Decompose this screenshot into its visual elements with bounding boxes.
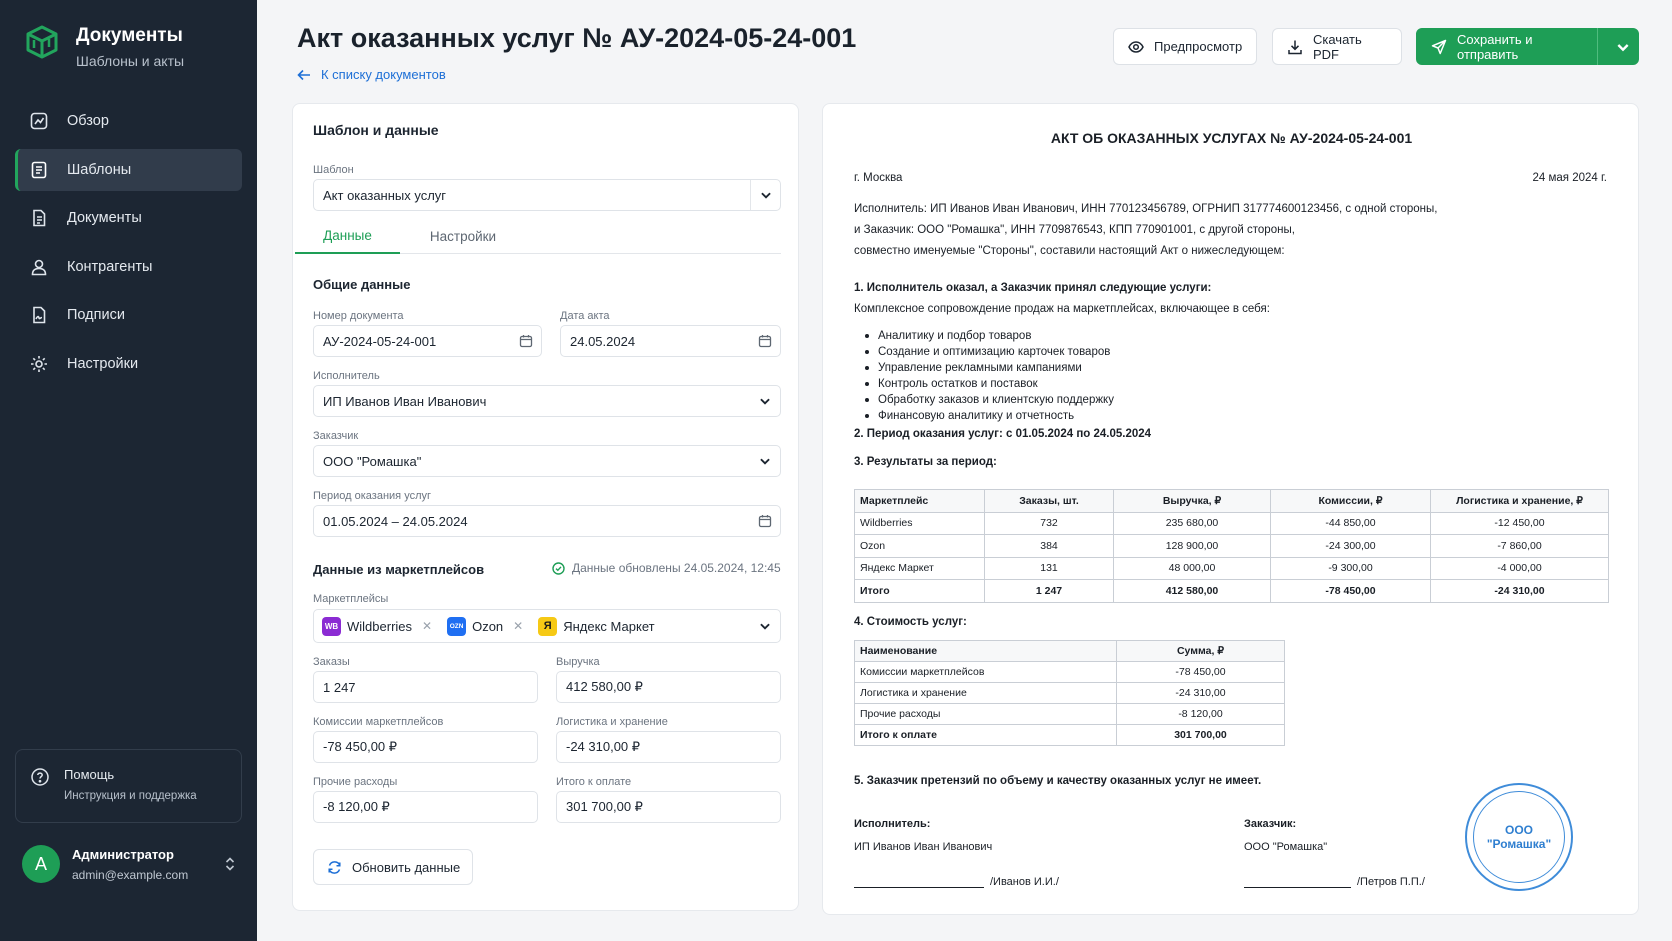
- commission-value: -78 450,00 ₽: [323, 739, 398, 754]
- table-cell: -7 860,00: [1431, 535, 1609, 558]
- table-cell: 412 580,00: [1114, 580, 1271, 603]
- customer-select-toggle[interactable]: [750, 446, 780, 476]
- document-section-1: 1. Исполнитель оказал, а Заказчик принял следующие услуги:: [854, 282, 1212, 294]
- document-city: г. Москва: [854, 172, 903, 184]
- help-title: Помощь: [64, 767, 115, 782]
- refresh-icon: [327, 860, 342, 875]
- app-title: Документы: [76, 25, 183, 46]
- list-item: Финансовую аналитику и отчетность: [854, 408, 1114, 424]
- help-card[interactable]: [15, 749, 242, 823]
- customer-signature-name: ООО "Ромашка": [1244, 841, 1328, 853]
- stamp-text: "Ромашка": [1486, 837, 1552, 851]
- brand: [22, 22, 184, 69]
- period-value: 01.05.2024 – 24.05.2024: [323, 513, 468, 529]
- calendar-icon: [758, 334, 772, 348]
- send-icon: [1431, 39, 1447, 55]
- sidebar-item-overview[interactable]: [15, 100, 242, 142]
- document-section-5: 5. Заказчик претензий по объему и качеству оказанных услуг не имеет.: [854, 775, 1262, 787]
- chevron-down-icon: [1615, 39, 1631, 55]
- download-pdf-label: Скачать PDF: [1313, 31, 1362, 62]
- table-header: Комиссии, ₽: [1271, 490, 1431, 513]
- logo-icon: [22, 22, 62, 62]
- doc-number-label: Номер документа: [313, 310, 404, 322]
- yandex-market-logo-icon: Я: [538, 617, 557, 636]
- template-select-value: Акт оказанных услуг: [323, 187, 447, 203]
- chip-wildberries: [322, 617, 432, 636]
- gear-icon: [29, 354, 49, 374]
- revenue-field[interactable]: [556, 671, 781, 703]
- list-item: Аналитику и подбор товаров: [854, 328, 1114, 344]
- table-cell: 1 247: [985, 580, 1114, 603]
- chip-label: Яндекс Маркет: [563, 618, 655, 634]
- sidebar-item-label: Шаблоны: [67, 161, 132, 178]
- general-data-title: Общие данные: [313, 277, 411, 292]
- table-row: [855, 512, 1609, 535]
- table-cell: -44 850,00: [1271, 512, 1431, 535]
- marketplaces-data-title: Данные из маркетплейсов: [313, 562, 485, 577]
- sidebar-item-signatures[interactable]: [15, 294, 242, 336]
- sidebar-item-label: Контрагенты: [67, 258, 153, 275]
- table-cell: -78 450,00: [1271, 580, 1431, 603]
- logistics-value: -24 310,00 ₽: [566, 739, 641, 754]
- template-icon: [29, 160, 49, 180]
- table-cell: Логистика и хранение: [855, 683, 1117, 704]
- dashboard-icon: [29, 111, 49, 131]
- document-icon: [29, 208, 49, 228]
- panel-title: Шаблон и данные: [313, 122, 439, 138]
- table-header: Маркетплейс: [855, 490, 985, 513]
- eye-icon: [1128, 39, 1144, 55]
- executor-value: ИП Иванов Иван Иванович: [323, 393, 487, 409]
- total-label: Итого к оплате: [556, 776, 632, 788]
- executor-initials: /Иванов И.И./: [990, 876, 1059, 888]
- document-preview: [822, 103, 1639, 915]
- table-cell: Итого: [855, 580, 985, 603]
- table-row: [855, 683, 1285, 704]
- table-row: [855, 535, 1609, 558]
- calendar-icon: [758, 514, 772, 528]
- sidebar-item-settings[interactable]: [15, 343, 242, 385]
- signature-line: [1244, 876, 1351, 888]
- template-select[interactable]: [313, 179, 781, 211]
- sidebar-item-label: Документы: [67, 210, 142, 226]
- table-cell: 131: [985, 557, 1114, 580]
- save-options-dropdown[interactable]: [1608, 39, 1638, 55]
- table-cell: Комиссии маркетплейсов: [855, 662, 1117, 683]
- executor-signature-label: Исполнитель:: [854, 818, 931, 830]
- document-title: АКТ ОБ ОКАЗАННЫХ УСЛУГАХ № АУ-2024-05-24-001: [1050, 130, 1413, 146]
- chip-ozon: [447, 617, 523, 636]
- document-intro-2: и Заказчик: ООО "Ромашка", ИНН 7709876543, КПП 770901001, с другой стороны,: [854, 224, 1295, 236]
- table-header-row: [855, 641, 1285, 662]
- app-subtitle: Шаблоны и акты: [76, 53, 185, 69]
- chevron-down-icon: [758, 619, 772, 633]
- signature-line: [854, 876, 984, 888]
- executor-signature-name: ИП Иванов Иван Иванович: [854, 841, 993, 853]
- table-cell: -24 310,00: [1117, 683, 1285, 704]
- marketplaces-select-toggle[interactable]: [750, 619, 780, 633]
- refresh-data-label: Обновить данные: [352, 859, 461, 875]
- other-expenses-field[interactable]: [313, 791, 538, 823]
- table-header: Заказы, шт.: [985, 490, 1114, 513]
- user-email: admin@example.com: [72, 867, 189, 882]
- chip-yandex-market: [538, 617, 654, 636]
- ozon-logo-icon: OZN: [447, 617, 466, 636]
- table-cell: Итого к оплате: [855, 725, 1117, 746]
- table-cell: 235 680,00: [1114, 512, 1271, 535]
- download-icon: [1287, 39, 1303, 55]
- table-cell: -24 310,00: [1431, 580, 1609, 603]
- chevron-up-down-icon[interactable]: [223, 856, 237, 872]
- sidebar-item-counterparties[interactable]: [15, 246, 242, 288]
- list-item: Создание и оптимизацию карточек товаров: [854, 344, 1114, 360]
- document-section-2: 2. Период оказания услуг: с 01.05.2024 по 24.05.2024: [854, 428, 1152, 440]
- executor-select[interactable]: [313, 385, 781, 417]
- cost-table: [854, 640, 1285, 746]
- document-intro-3: совместно именуемые "Стороны", составили настоящий Акт о нижеследующем:: [854, 245, 1285, 257]
- sidebar-item-label: Обзор: [67, 113, 109, 129]
- period-label: Период оказания услуг: [313, 490, 432, 502]
- customer-signature-label: Заказчик:: [1244, 818, 1297, 830]
- total-field[interactable]: [556, 791, 781, 823]
- document-section-3: 3. Результаты за период:: [854, 456, 997, 468]
- table-cell: Яндекс Маркет: [855, 557, 985, 580]
- page-title: Акт оказанных услуг № АУ-2024-05-24-001: [297, 23, 857, 53]
- revenue-value: 412 580,00 ₽: [566, 679, 643, 694]
- marketplaces-multiselect[interactable]: [313, 609, 781, 643]
- help-icon: [30, 767, 50, 787]
- document-section-4: 4. Стоимость услуг:: [854, 616, 967, 628]
- other-expenses-label: Прочие расходы: [313, 776, 398, 788]
- customer-select[interactable]: [313, 445, 781, 477]
- sidebar-item-label: Настройки: [67, 355, 139, 372]
- customer-signature-line: [1244, 876, 1425, 888]
- sidebar-item-label: Подписи: [67, 307, 125, 323]
- template-select-toggle[interactable]: [750, 180, 780, 210]
- form-tabs: [295, 218, 781, 254]
- logistics-label: Логистика и хранение: [556, 716, 668, 728]
- wildberries-logo-icon: WB: [322, 617, 341, 636]
- table-header: Сумма, ₽: [1117, 641, 1285, 662]
- sidebar-nav: [15, 100, 242, 391]
- date-field[interactable]: [560, 325, 781, 357]
- table-cell: Ozon: [855, 535, 985, 558]
- results-table: [854, 489, 1609, 603]
- date-label: Дата акта: [560, 310, 610, 322]
- executor-select-toggle[interactable]: [750, 386, 780, 416]
- services-list: [854, 328, 1114, 424]
- doc-number-calendar-button[interactable]: [511, 326, 541, 356]
- logistics-field[interactable]: [556, 731, 781, 763]
- avatar: А: [22, 845, 60, 883]
- refresh-data-button[interactable]: [313, 849, 473, 885]
- document-date: 24 мая 2024 г.: [1532, 172, 1607, 184]
- template-label: Шаблон: [313, 164, 354, 176]
- help-subtitle: Инструкция и поддержка: [64, 790, 197, 802]
- user-name: Администратор: [72, 846, 174, 862]
- customer-label: Заказчик: [313, 430, 359, 442]
- stamp-inner-ring: [1473, 791, 1565, 883]
- users-icon: [29, 257, 49, 277]
- orders-label: Заказы: [313, 656, 350, 668]
- remove-chip-icon[interactable]: ✕: [422, 619, 433, 633]
- tab-settings[interactable]: Настройки: [429, 228, 497, 244]
- tab-data[interactable]: Данные: [295, 218, 400, 254]
- table-header: Логистика и хранение, ₽: [1431, 490, 1609, 513]
- revenue-label: Выручка: [556, 656, 600, 668]
- period-field[interactable]: [313, 505, 781, 537]
- orders-value: 1 247: [323, 679, 356, 695]
- doc-number-field[interactable]: [313, 325, 542, 357]
- remove-chip-icon[interactable]: ✕: [513, 619, 524, 633]
- signature-icon: [29, 305, 49, 325]
- orders-field[interactable]: [313, 671, 538, 703]
- executor-signature-line: [854, 876, 1059, 888]
- back-link-label: К списку документов: [321, 67, 446, 82]
- table-cell: Wildberries: [855, 512, 985, 535]
- other-expenses-value: -8 120,00 ₽: [323, 799, 390, 814]
- commission-field[interactable]: [313, 731, 538, 763]
- table-cell: 128 900,00: [1114, 535, 1271, 558]
- date-value: 24.05.2024: [570, 333, 636, 349]
- period-calendar-button[interactable]: [750, 506, 780, 536]
- chevron-down-icon: [758, 394, 772, 408]
- chevron-down-icon: [759, 188, 773, 202]
- table-cell: 48 000,00: [1114, 557, 1271, 580]
- table-total-row: [855, 725, 1285, 746]
- sidebar-item-templates[interactable]: [15, 149, 242, 191]
- table-cell: 301 700,00: [1117, 725, 1285, 746]
- customer-initials: /Петров П.П./: [1357, 876, 1425, 888]
- preview-button[interactable]: [1113, 28, 1257, 65]
- chevron-down-icon: [758, 454, 772, 468]
- table-row: [855, 704, 1285, 725]
- table-cell: -4 000,00: [1431, 557, 1609, 580]
- total-value: 301 700,00 ₽: [566, 799, 643, 814]
- table-cell: -8 120,00: [1117, 704, 1285, 725]
- executor-label: Исполнитель: [313, 370, 380, 382]
- date-calendar-button[interactable]: [750, 326, 780, 356]
- table-cell: -12 450,00: [1431, 512, 1609, 535]
- table-cell: -9 300,00: [1271, 557, 1431, 580]
- table-header: Выручка, ₽: [1114, 490, 1271, 513]
- table-cell: -78 450,00: [1117, 662, 1285, 683]
- data-updated-status: [552, 561, 781, 575]
- table-total-row: [855, 580, 1609, 603]
- table-cell: -24 300,00: [1271, 535, 1431, 558]
- stamp-text: ООО: [1504, 823, 1533, 837]
- template-data-panel: [292, 103, 799, 911]
- table-cell: Прочие расходы: [855, 704, 1117, 725]
- check-circle-icon: [552, 562, 565, 575]
- list-item: Управление рекламными кампаниями: [854, 360, 1114, 376]
- doc-number-value: АУ-2024-05-24-001: [323, 333, 437, 349]
- save-and-send-button[interactable]: [1416, 28, 1639, 65]
- preview-button-label: Предпросмотр: [1154, 39, 1243, 54]
- company-stamp: [1465, 783, 1573, 891]
- customer-value: ООО "Ромашка": [323, 453, 422, 469]
- chip-label: Ozon: [472, 618, 504, 634]
- table-header: Наименование: [855, 641, 1117, 662]
- marketplaces-label: Маркетплейсы: [313, 593, 389, 605]
- table-cell: 732: [985, 512, 1114, 535]
- table-cell: 384: [985, 535, 1114, 558]
- commission-label: Комиссии маркетплейсов: [313, 716, 444, 728]
- document-section-1-sub: Комплексное сопровождение продаж на маркетплейсах, включающее в себя:: [854, 303, 1270, 315]
- sidebar: [0, 0, 257, 941]
- document-intro-1: Исполнитель: ИП Иванов Иван Иванович, ИНН 770123456789, ОГРНИП 317774600123456, с одной стороны,: [854, 203, 1438, 215]
- table-header-row: [855, 490, 1609, 513]
- list-item: Контроль остатков и поставок: [854, 376, 1114, 392]
- table-row: [855, 662, 1285, 683]
- download-pdf-button[interactable]: [1272, 28, 1402, 65]
- arrow-left-icon: [297, 69, 311, 81]
- table-row: [855, 557, 1609, 580]
- back-link[interactable]: [297, 67, 446, 82]
- chip-label: Wildberries: [347, 618, 413, 634]
- calendar-icon: [519, 334, 533, 348]
- data-updated-text: Данные обновлены 24.05.2024, 12:45: [572, 561, 781, 575]
- sidebar-item-documents[interactable]: [15, 197, 242, 239]
- button-divider: [1597, 28, 1598, 65]
- save-and-send-label: Сохранить и отправить: [1457, 31, 1533, 62]
- user-menu[interactable]: [22, 845, 237, 883]
- list-item: Обработку заказов и клиентскую поддержку: [854, 392, 1114, 408]
